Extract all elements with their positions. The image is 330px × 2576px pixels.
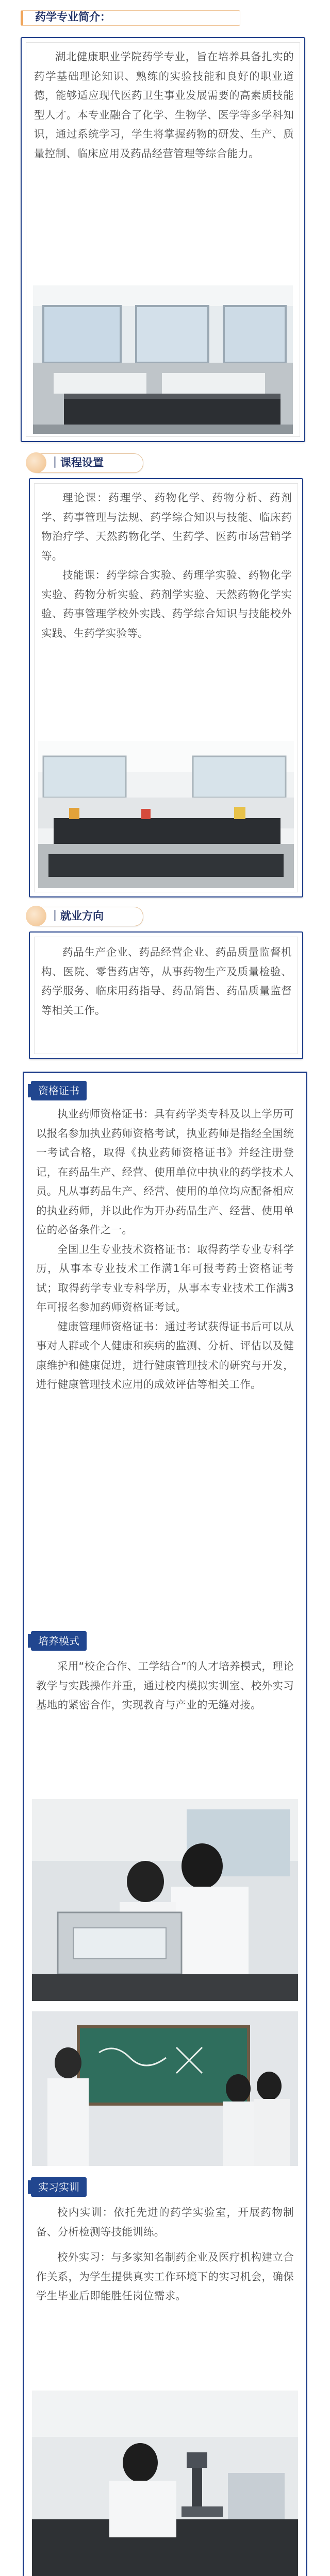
intro-title: 药学专业简介： — [35, 11, 111, 23]
certificate-health-manager: 健康管理师资格证书：通过考试获得证书后可以从事对人群或个人健康和疾病的监测、分析、评估以及健康维护和健康促进，进行健康管理技术的研究与开发，进行健康管理技术应用的成效评估等相关工作。 — [36, 1320, 294, 1391]
curriculum-header — [29, 451, 153, 474]
lower-frame-top — [23, 1072, 307, 1073]
lab-room-photo — [33, 285, 293, 434]
curriculum-title: ｜课程设置 — [50, 456, 104, 469]
intro-card — [21, 37, 305, 442]
training-tag: 培养模式 — [31, 1631, 87, 1651]
lab-benches-photo — [38, 741, 294, 888]
microscope-photo — [32, 2391, 298, 2576]
curriculum-theory: 理论课：药理学、药物化学、药物分析、药剂学、药事管理与法规、药学综合知识与技能、临床药物治疗学、天然药物化学、生药学、医药市场营销学等。 — [41, 492, 292, 562]
certificate-pharmacist: 执业药师资格证书：具有药学类专科及以上学历可以报名参加执业药师资格考试，执业药师是指经全国统一考试合格，取得《执业药师资格证书》并经注册登记，在药品生产、经营、使用单位中执业的药学技术人员。凡从事药品生产、经营、使用的单位均应配备相应的执业药师，并以此作为开办药品生产、经营、使用单位的必备条件之一。 — [36, 1108, 294, 1236]
internship-campus: 校内实训：依托先进的药学实验室，开展药物制备、分析检测等技能训练。 — [36, 2206, 294, 2238]
teacher-blackboard-photo — [32, 2011, 298, 2166]
certificate-text — [36, 1105, 294, 1395]
employment-dot-icon — [26, 906, 46, 926]
employment-text: 药品生产企业、药品经营企业、药品质量监督机构、医院、零售药店等，从事药物生产及质量检验、药学服务、临床用药指导、药品销售、药品质量监督等相关工作。 — [41, 946, 292, 1016]
employment-header — [29, 905, 153, 927]
internship-text — [36, 2203, 294, 2306]
internship-tag: 实习实训 — [31, 2177, 87, 2197]
certificate-tag: 资格证书 — [31, 1081, 87, 1100]
curriculum-dot-icon — [26, 452, 46, 473]
employment-title: ｜就业方向 — [50, 910, 104, 922]
curriculum-skills: 技能课：药学综合实验、药理学实验、药物化学实验、药物分析实验、药剂学实验、天然药物化学实验、药事管理学校外实践、药学综合知识与技能校外实践、生药学实验等。 — [41, 569, 292, 639]
intro-text: 湖北健康职业学院药学专业，旨在培养具备扎实的药学基础理论知识、熟练的实验技能和良好的职业道德，能够适应现代医药卫生事业发展需要的高素质技能型人才。本专业融合了化学、生物学、医学等多学科知识，通过系统学习，学生将掌握药物的研发、生产、质量控制、临床应用及药品经营管理等综合能力。 — [34, 50, 294, 160]
certificate-health-tech: 全国卫生专业技术资格证书：取得药学专业专科学历，从事本专业技术工作满1年可报考药士资格证考试；取得药学专业专科学历，从事本专业技术工作满3年可报名参加药师资格证考试。 — [36, 1243, 294, 1313]
employment-card — [29, 931, 303, 1059]
students-weighing-photo — [32, 1799, 298, 2001]
internship-external: 校外实习：与多家知名制药企业及医疗机构建立合作关系，为学生提供真实工作环境下的实习机会，确保学生毕业后即能胜任岗位需求。 — [36, 2251, 294, 2302]
training-text: 采用“校企合作、工学结合”的人才培养模式，理论教学与实践操作并重，通过校内模拟实训室、校外实习基地的紧密合作，实现教育与产业的无缝对接。 — [36, 1660, 294, 1711]
curriculum-card — [29, 478, 303, 897]
curriculum-text — [41, 488, 292, 643]
intro-header — [21, 0, 299, 33]
